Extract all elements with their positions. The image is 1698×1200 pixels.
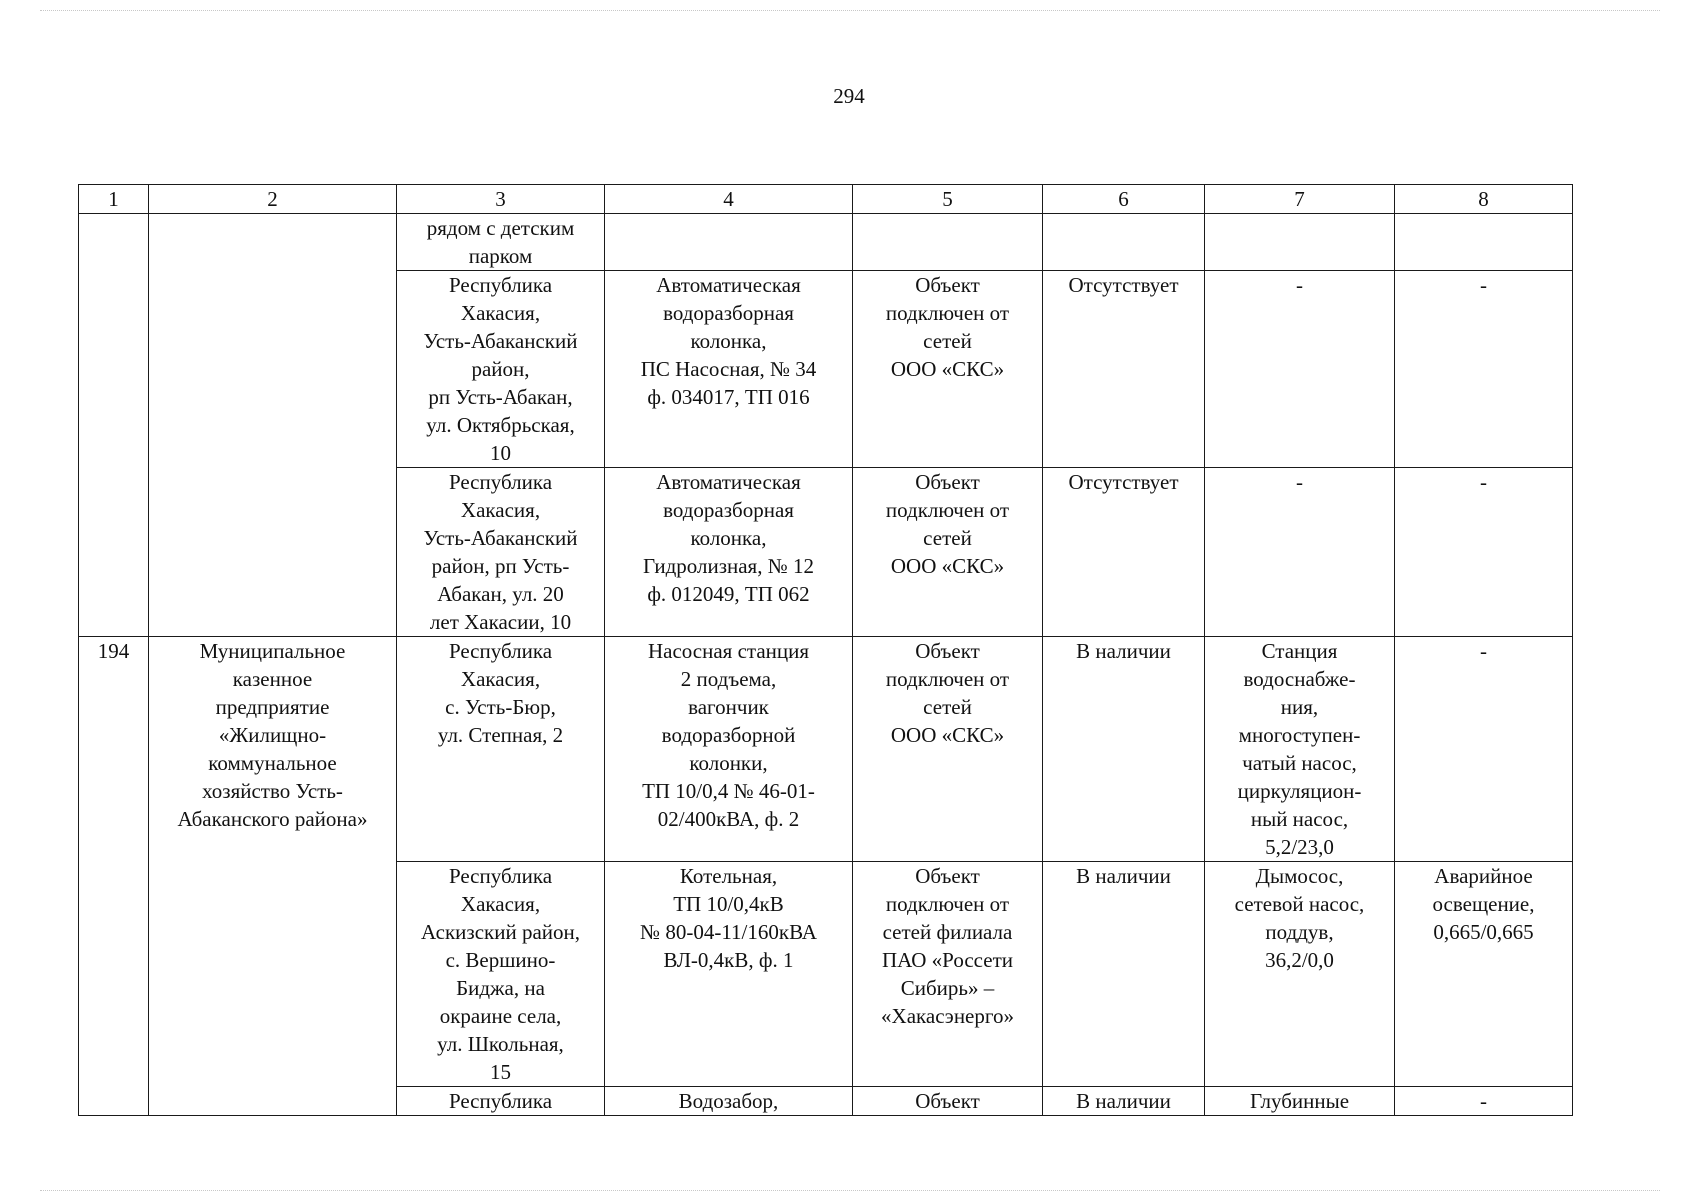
object-cell: [605, 1087, 853, 1116]
address-cell: [397, 862, 605, 1087]
table-header-row: [79, 185, 1573, 214]
status-text: В наличии: [1076, 864, 1171, 888]
connection-cell: [853, 1087, 1043, 1116]
number-cell-continued: [79, 214, 149, 637]
emergency-text: -: [1480, 273, 1487, 297]
connection-cell: [853, 637, 1043, 862]
object-text: Автоматическая водоразборная колонка, Гидролизная, № 12 ф. 012049, ТП 062: [642, 470, 814, 606]
object-cell: [605, 214, 853, 271]
equipment-text: Станция водоснабже- ния, многоступен- чатый насос, циркуляцион- ный насос, 5,2/23,0: [1237, 639, 1362, 859]
connection-text: Объект: [915, 1089, 980, 1113]
connection-cell: [853, 271, 1043, 468]
address-text: рядом с детским парком: [426, 216, 575, 268]
header-col-7: 7: [1205, 185, 1395, 214]
connection-text: Объект подключен от сетей филиала ПАО «Россети Сибирь» – «Хакасэнерго»: [881, 864, 1014, 1028]
object-cell: [605, 271, 853, 468]
emergency-text: -: [1480, 1089, 1487, 1113]
entry-number: 194: [97, 639, 130, 663]
address-text: Республика: [448, 1089, 553, 1113]
table-row: [79, 637, 1573, 862]
organization-cell-continued: [149, 214, 397, 637]
status-cell: [1043, 214, 1205, 271]
address-text: Республика Хакасия, Аскизский район, с. Вершино- Биджа, на окраине села, ул. Школьная, 15: [421, 864, 580, 1084]
equipment-text: Глубинные: [1249, 1089, 1350, 1113]
entry-number-cell: [79, 637, 149, 1116]
emergency-cell: [1395, 637, 1573, 862]
header-col-2: 2: [149, 185, 397, 214]
status-text: В наличии: [1076, 639, 1171, 663]
emergency-cell: [1395, 1087, 1573, 1116]
header-col-8: 8: [1395, 185, 1573, 214]
header-col-1: 1: [79, 185, 149, 214]
status-cell: [1043, 1087, 1205, 1116]
equipment-cell: [1205, 271, 1395, 468]
equipment-cell: [1205, 214, 1395, 271]
emergency-cell: [1395, 271, 1573, 468]
data-table: [78, 184, 1573, 1116]
object-cell: [605, 637, 853, 862]
object-cell: [605, 862, 853, 1087]
emergency-text: Аварийное освещение, 0,665/0,665: [1432, 864, 1535, 944]
scan-edge-top: [40, 10, 1660, 11]
address-cell: [397, 637, 605, 862]
address-text: Республика Хакасия, Усть-Абаканский район, рп Усть- Абакан, ул. 20 лет Хакасии, 10: [423, 470, 578, 634]
status-cell: [1043, 468, 1205, 637]
scan-edge-bottom: [40, 1190, 1660, 1191]
equipment-text: -: [1296, 470, 1303, 494]
connection-text: Объект подключен от сетей ООО «СКС»: [885, 639, 1010, 747]
connection-text: Объект подключен от сетей ООО «СКС»: [885, 273, 1010, 381]
object-text: Водозабор,: [678, 1089, 779, 1113]
emergency-cell: [1395, 862, 1573, 1087]
status-cell: [1043, 862, 1205, 1087]
status-text: Отсутствует: [1068, 470, 1179, 494]
object-text: Автоматическая водоразборная колонка, ПС Насосная, № 34 ф. 034017, ТП 016: [640, 273, 817, 409]
emergency-text: -: [1480, 639, 1487, 663]
connection-text: Объект подключен от сетей ООО «СКС»: [885, 470, 1010, 578]
address-cell: [397, 1087, 605, 1116]
emergency-text: -: [1480, 470, 1487, 494]
status-text: В наличии: [1076, 1089, 1171, 1113]
object-text: Насосная станция 2 подъема, вагончик водоразборной колонки, ТП 10/0,4 № 46-01- 02/400кВА, ф. 2: [642, 639, 815, 831]
status-text: Отсутствует: [1068, 273, 1179, 297]
status-cell: [1043, 637, 1205, 862]
equipment-cell: [1205, 862, 1395, 1087]
status-cell: [1043, 271, 1205, 468]
header-col-3: 3: [397, 185, 605, 214]
address-text: Республика Хакасия, Усть-Абаканский район, рп Усть-Абакан, ул. Октябрьская, 10: [423, 273, 578, 465]
equipment-text: Дымосос, сетевой насос, поддув, 36,2/0,0: [1234, 864, 1365, 972]
object-text: Котельная, ТП 10/0,4кВ № 80-04-11/160кВА ВЛ-0,4кВ, ф. 1: [640, 864, 817, 972]
connection-cell: [853, 468, 1043, 637]
connection-cell: [853, 862, 1043, 1087]
emergency-cell: [1395, 214, 1573, 271]
organization-name: Муниципальное казенное предприятие «Жилищно- коммунальное хозяйство Усть- Абаканского района»: [177, 639, 368, 831]
organization-cell: [149, 637, 397, 1116]
equipment-cell: [1205, 637, 1395, 862]
equipment-cell: [1205, 1087, 1395, 1116]
table-row: [79, 214, 1573, 271]
page-number: 294: [833, 84, 865, 108]
connection-cell: [853, 214, 1043, 271]
equipment-cell: [1205, 468, 1395, 637]
address-text: Республика Хакасия, с. Усть-Бюр, ул. Степная, 2: [437, 639, 564, 747]
address-cell: [397, 468, 605, 637]
header-col-4: 4: [605, 185, 853, 214]
header-col-5: 5: [853, 185, 1043, 214]
address-cell: [397, 271, 605, 468]
header-col-6: 6: [1043, 185, 1205, 214]
address-cell: [397, 214, 605, 271]
object-cell: [605, 468, 853, 637]
emergency-cell: [1395, 468, 1573, 637]
equipment-text: -: [1296, 273, 1303, 297]
